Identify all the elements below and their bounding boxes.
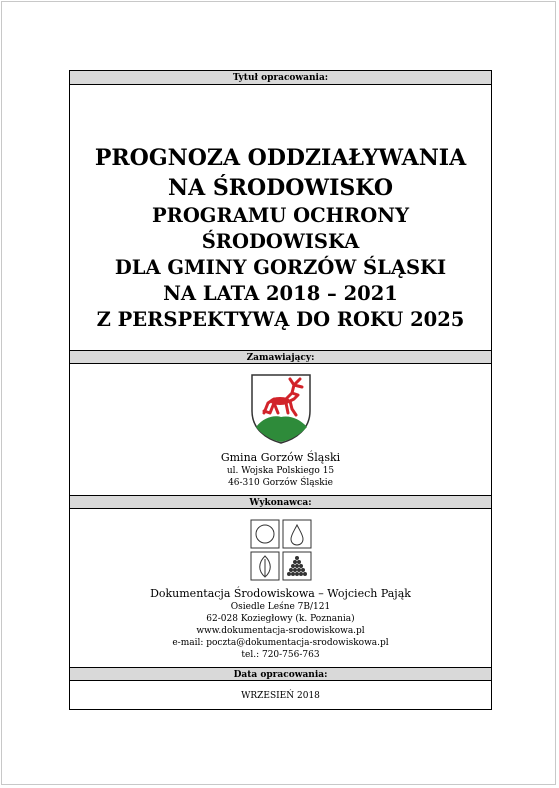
client-name: Gmina Gorzów Śląski bbox=[220, 451, 341, 464]
contractor-block bbox=[70, 519, 491, 661]
document-page bbox=[1, 1, 556, 785]
environment-logo-icon bbox=[250, 519, 312, 581]
coat-of-arms-deer-icon bbox=[250, 373, 312, 445]
client-street: ul. Wojska Polskiego 15 bbox=[226, 466, 335, 476]
title-line-2: NA ŚRODOWISKO bbox=[168, 175, 393, 201]
title-line-1: PROGNOZA ODDZIAŁYWANIA bbox=[94, 145, 467, 171]
contractor-street: Osiedle Leśne 7B/121 bbox=[230, 602, 331, 612]
title-line-3: PROGRAMU OCHRONY ŚRODOWISKA bbox=[151, 204, 410, 253]
contractor-email: e-mail: poczta@dokumentacja-srodowiskowa.pl bbox=[172, 638, 389, 648]
date-value: WRZESIEŃ 2018 bbox=[241, 691, 320, 701]
title-line-6: Z PERSPEKTYWĄ DO ROKU 2025 bbox=[96, 308, 465, 331]
contractor-website: www.dokumentacja-srodowiskowa.pl bbox=[196, 626, 365, 636]
document-title bbox=[70, 143, 491, 333]
title-line-5: NA LATA 2018 – 2021 bbox=[163, 282, 398, 305]
title-section-header: Tytuł opracowania: bbox=[70, 71, 491, 85]
title-page-table bbox=[69, 70, 492, 710]
client-block bbox=[70, 373, 491, 489]
contractor-city: 62-028 Koziegłowy (k. Poznania) bbox=[206, 614, 355, 624]
client-section-header: Zamawiający: bbox=[70, 350, 491, 364]
date-section-header: Data opracowania: bbox=[70, 667, 491, 681]
contractor-phone: tel.: 720-756-763 bbox=[241, 650, 320, 660]
contractor-name: Dokumentacja Środowiskowa – Wojciech Pająk bbox=[150, 587, 411, 600]
title-line-4: DLA GMINY GORZÓW ŚLĄSKI bbox=[114, 256, 447, 279]
contractor-section-header: Wykonawca: bbox=[70, 495, 491, 509]
client-city: 46-310 Gorzów Śląskie bbox=[228, 478, 333, 488]
